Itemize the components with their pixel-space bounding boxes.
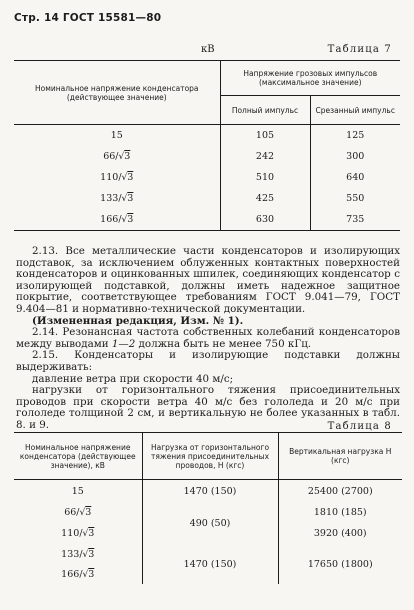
- table7-nominal: 166/√3: [14, 209, 220, 231]
- table7-col3-header: Срезанный импульс: [310, 96, 400, 125]
- body-text: [16, 246, 400, 432]
- table7-nominal: 110/√3: [100, 172, 134, 183]
- table8-vertical: 3920 (400): [278, 522, 402, 544]
- table8-vertical: 1810 (185): [278, 502, 402, 522]
- wind-pressure-item: давление ветра при скорости 40 м/с;: [32, 372, 234, 385]
- paragraph-2-14: 2.14. Резонансная частота собственных колебаний конденсаторов между выводами 1—2 должна быть не менее 750 кГц.: [16, 326, 400, 350]
- paragraph-2-13: 2.13. Все металлические части конденсаторов и изолирующих подставок, за исключением облуженных контактных поверхностей конденсаторов и оцинкованных шпилек, соединяющих конденсатор с изолирующей подставкой, должны иметь надежное защитное покрытие, соответствующее требованиям ГОСТ 9.041—79, ГОСТ 9.404—81 и нормативно-технической документации.: [16, 245, 400, 315]
- table-row: [14, 188, 400, 209]
- table8-horizontal: 1470 (150): [142, 544, 278, 584]
- table8-nominal: 110/√3: [61, 527, 95, 539]
- table7-cut: 125: [310, 125, 400, 147]
- table7-col2-header: Полный импульс: [220, 96, 310, 125]
- table7-col1-header: Номинальное напряжение конденсатора (действующее значение): [14, 61, 220, 125]
- loads-item: нагрузки от горизонтального тяжения присоединительных проводов при скорости ветра 40 м/с без гололеда и 20 м/с при гололеде толщиной 2 см, и вертикальную не более указанных в табл. 8. и 9.: [16, 384, 400, 431]
- table-row: [14, 167, 400, 188]
- amendment-note: (Измененная редакция, Изм. № 1).: [32, 314, 244, 327]
- table-7: [14, 60, 400, 231]
- table7-full: 105: [220, 125, 310, 147]
- table7-cut: 735: [310, 209, 400, 231]
- table8-col3-header: Вертикальная нагрузка Н (кгс): [278, 433, 402, 480]
- table7-unit: кВ: [201, 44, 215, 55]
- table8-nominal: 66/√3: [64, 506, 92, 518]
- table7-nominal: 15: [110, 130, 123, 141]
- table7-full: 630: [220, 209, 310, 231]
- table7-full: 242: [220, 146, 310, 167]
- table-row: [14, 209, 400, 231]
- paragraph-2-15: 2.15. Конденсаторы и изолирующие подставки должны выдерживать:: [16, 349, 400, 373]
- table7-label: Таблица 7: [327, 44, 392, 55]
- table-row: [14, 480, 402, 503]
- table7-nominal: 66/√3: [103, 151, 131, 162]
- table8-horizontal: 490 (50): [142, 502, 278, 544]
- table7-cut: 550: [310, 188, 400, 209]
- table7-group-header: Напряжение грозовых импульсов (максимальное значение): [220, 61, 400, 96]
- table8-label: Таблица 8: [327, 421, 392, 432]
- table8-nominal: 133/√3: [61, 548, 95, 560]
- table-row: [14, 544, 402, 564]
- table8-vertical: 17650 (1800): [278, 544, 402, 584]
- table8-vertical: 25400 (2700): [278, 480, 402, 503]
- table8-col1-header: Номинальное напряжение конденсатора (действующее значение), кВ: [14, 433, 142, 480]
- table-row: [14, 502, 402, 522]
- table8-nominal: 15: [71, 485, 84, 497]
- page-header: Стр. 14 ГОСТ 15581—80: [14, 12, 162, 24]
- table-row: [14, 125, 400, 147]
- table-row: [14, 146, 400, 167]
- table8-col2-header: Нагрузка от горизонтального тяжения присоединительных проводов, Н (кгс): [142, 433, 278, 480]
- table7-full: 510: [220, 167, 310, 188]
- table8-horizontal: 1470 (150): [142, 480, 278, 503]
- table7-cut: 300: [310, 146, 400, 167]
- table7-cut: 640: [310, 167, 400, 188]
- table7-nominal: 133/√3: [100, 193, 134, 204]
- table7-full: 425: [220, 188, 310, 209]
- table-8: [14, 432, 402, 584]
- table8-nominal: 166/√3: [61, 568, 95, 580]
